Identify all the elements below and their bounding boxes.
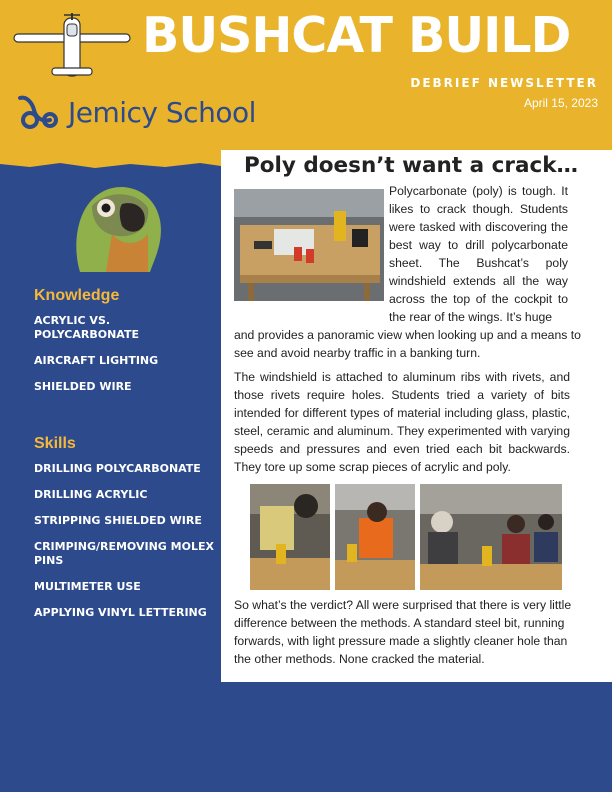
newsletter-subtitle: DEBRIEF NEWSLETTER	[410, 76, 598, 90]
skills-heading: Skills	[34, 435, 76, 452]
student-drilling-photo-2	[335, 484, 415, 590]
list-item: ACRYLIC VS. POLYCARBONATE	[34, 314, 139, 341]
list-item: DRILLING ACRYLIC	[34, 488, 148, 501]
knowledge-list	[34, 314, 214, 406]
newsletter-title: BUSHCAT BUILD	[142, 7, 571, 64]
list-item: DRILLING POLYCARBONATE	[34, 462, 201, 475]
parrot-image	[62, 176, 168, 272]
list-item: STRIPPING SHIELDED WIRE	[34, 514, 202, 527]
issue-date: April 15, 2023	[523, 96, 598, 110]
paragraph-intro-continued: and provides a panoramic view when looking up and a means to see and avoid nearby traffic in a banking turn.	[234, 328, 581, 360]
list-item: CRIMPING/REMOVING MOLEX PINS	[34, 540, 214, 567]
knowledge-heading: Knowledge	[34, 287, 120, 304]
student-drilling-photo-1	[250, 484, 330, 590]
group-drilling-photo	[420, 484, 562, 590]
header-banner	[0, 0, 612, 172]
paragraph-intro: Polycarbonate (poly) is tough. It likes to crack though. Students were tasked with discovering the best way to drill polycarbonate sheet. The Bushcat’s poly windshield extends all the way across the top of the cockpit to the rear of the wings. It’s huge	[389, 184, 568, 324]
workbench-photo	[234, 189, 384, 301]
list-item: APPLYING VINYL LETTERING	[34, 606, 207, 619]
list-item: MULTIMETER USE	[34, 580, 141, 593]
paragraph-rivets: The windshield is attached to aluminum ribs with rivets, and those rivets require holes. Students tried a variety of bits intended for different types of material including glass, plastic, steel, ceramic and aluminum. They experimented with varying speeds and pressures and even tried each bit backwards. They tore up some scrap pieces of acrylic and poly.	[234, 370, 570, 474]
school-name: Jemicy School	[68, 96, 256, 129]
list-item: SHIELDED WIRE	[34, 380, 132, 393]
paragraph-verdict: So what’s the verdict? All were surprised that there is very little difference between the methods. A standard steel bit, running forwards, with light pressure made a slightly cleaner hole than the other methods. None cracked the material.	[234, 598, 572, 666]
jemicy-logo-icon	[16, 92, 64, 134]
skills-list	[34, 462, 214, 632]
article-title: Poly doesn’t want a crack…	[244, 153, 579, 178]
list-item: AIRCRAFT LIGHTING	[34, 354, 159, 367]
airplane-icon	[12, 12, 132, 84]
